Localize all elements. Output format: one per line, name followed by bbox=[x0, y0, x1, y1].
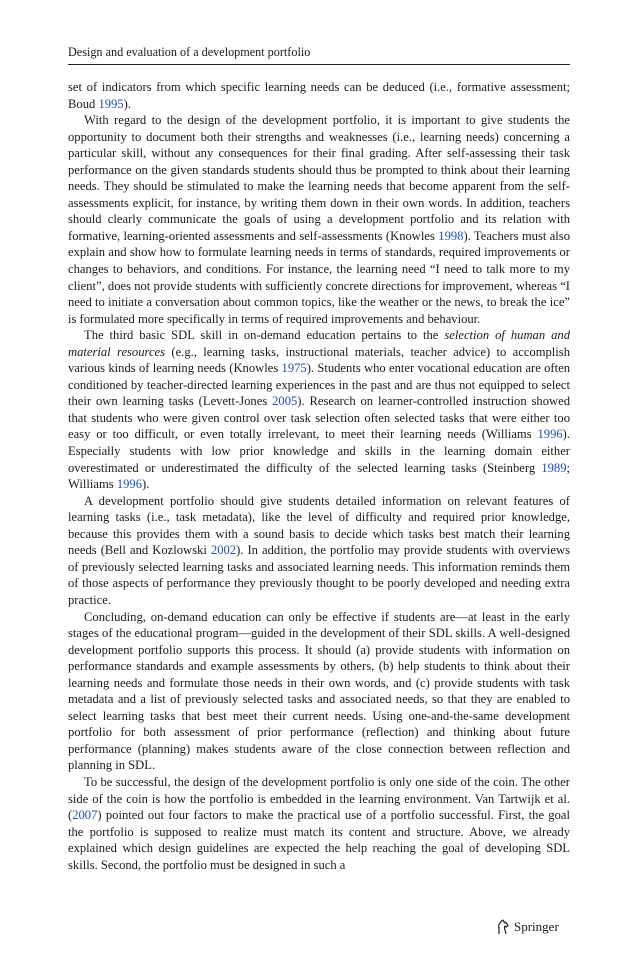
text-run: ). Especially students with low prior knowledge and skills in the learning domain either overestimated or underestimated the difficulty of the selected learning tasks (Steinberg bbox=[68, 427, 570, 475]
running-title: Design and evaluation of a development portfolio bbox=[68, 45, 311, 59]
text-run: set of indicators from which specific learning needs can be deduced (i.e., formative assessment; Boud bbox=[68, 80, 570, 111]
citation-link[interactable]: 1996 bbox=[116, 477, 143, 492]
citation-link[interactable]: 1998 bbox=[438, 228, 464, 243]
citation-link[interactable]: 1996 bbox=[537, 427, 563, 442]
citation-link[interactable]: 2007 bbox=[72, 808, 98, 823]
text-run: Concluding, on-demand education can only be effective if students are—at least in the early stages of the educational program—guided in the development of their SDL skills. A well-designed development portfolio supports this process. It should (a) provide students with information on performance standards and example assessments by others, (b) help students to think about their learning needs and formulate those needs in their own words, and (c) provide students with task metadata and a list of previously selected tasks and associated needs, so that they are enabled to select learning tasks that best meet their current needs. Using one-and-the-same development portfolio for both assessment of prior performance (reflection) and thinking about future performance (planning) makes students aware of the close connection between reflection and planning in SDL. bbox=[68, 609, 570, 773]
paragraph-p3 bbox=[68, 327, 570, 492]
publisher-logo bbox=[496, 917, 559, 937]
running-header bbox=[68, 44, 570, 65]
text-run: To be successful, the design of the development portfolio is only one side of the coin. The other side of the coin is how the portfolio is embedded in the learning environment. Van Tartwijk et al. ( bbox=[68, 774, 570, 823]
article-body bbox=[68, 79, 570, 873]
paragraph-p4 bbox=[68, 493, 570, 609]
citation-link[interactable]: 1989 bbox=[541, 460, 567, 475]
text-run: (e.g., learning tasks, instructional materials, teacher advice) to accomplish various kinds of learning needs (Knowles bbox=[68, 344, 570, 376]
text-run: ). Research on learner-controlled instruction showed that students who were given control over task selection often selected tasks that were either too easy or too difficult, or even totally irrelevant, to meet their learning needs (Williams bbox=[68, 394, 570, 442]
springer-horse-icon bbox=[496, 919, 510, 935]
text-run: ) pointed out four factors to make the practical use of a portfolio successful. First, the goal the portfolio is supposed to realize must match its content and structure. Above, we already explained which design guidelines are expected the help reaching the goal of developing SDL skills. Second, the portfolio must be designed in such a bbox=[68, 808, 570, 872]
text-run: The third basic SDL skill in on-demand education pertains to the bbox=[84, 328, 445, 343]
text-run: ). bbox=[123, 96, 131, 111]
text-run: With regard to the design of the development portfolio, it is important to give students the opportunity to document both their strengths and weaknesses (i.e., learning needs) concerning a particular skill, without any consequences for their final grading. After self-assessing their task performance on the given standards students should thus be prompted to think about their learning needs. They should be stimulated to make the learning needs that become apparent from the self-assessments explicit, for instance, by writing them down in their own words. In addition, teachers should clearly communicate the goals of using a development portfolio and its relation with formative, learning-oriented assessments and self-assessments (Knowles bbox=[68, 113, 570, 243]
publisher-name: Springer bbox=[514, 919, 559, 934]
text-run: ). bbox=[142, 477, 150, 492]
paragraph-p5 bbox=[68, 609, 570, 774]
paragraph-p2 bbox=[68, 112, 570, 327]
text-run: ). Students who enter vocational education are often conditioned by teacher-directed learning experiences in the past and are thus not equipped to select their own learning tasks (Levett-Jones bbox=[68, 361, 570, 409]
text-run: ). Teachers must also explain and show how to formulate learning needs in terms of standards, required improvements or changes to behaviors, and conditions. For instance, the learning need “I need to talk more to my client”, does not provide students with sufficiently concrete directions for improvement, whereas “I need to initiate a conversation about common topics, like the weather or the news, to break the ice” is formulated more specifically in terms of required improvements and behaviour. bbox=[68, 228, 570, 326]
text-run: ). In addition, the portfolio may provide students with overviews of previously selected learning tasks and associated learning needs. This information reminds them of those aspects of performance they previously thought to be poorly developed and needing extra practice. bbox=[68, 543, 570, 607]
citation-link[interactable]: 1975 bbox=[281, 361, 307, 376]
text-run: A development portfolio should give students detailed information on relevant features of learning tasks (i.e., task metadata), like the level of difficulty and required prior knowledge, because this provides them with a sound basis to decide which tasks best match their learning needs (Bell and Kozlowski bbox=[68, 493, 570, 558]
citation-link[interactable]: 2005 bbox=[272, 394, 298, 409]
citation-link[interactable]: 1995 bbox=[98, 96, 124, 111]
emphasis-text: selection of human and material resources bbox=[68, 328, 570, 359]
text-run: ; Williams bbox=[68, 460, 570, 492]
paragraph-p1 bbox=[68, 79, 570, 112]
citation-link[interactable]: 2002 bbox=[210, 543, 237, 558]
paragraph-p6 bbox=[68, 774, 570, 873]
